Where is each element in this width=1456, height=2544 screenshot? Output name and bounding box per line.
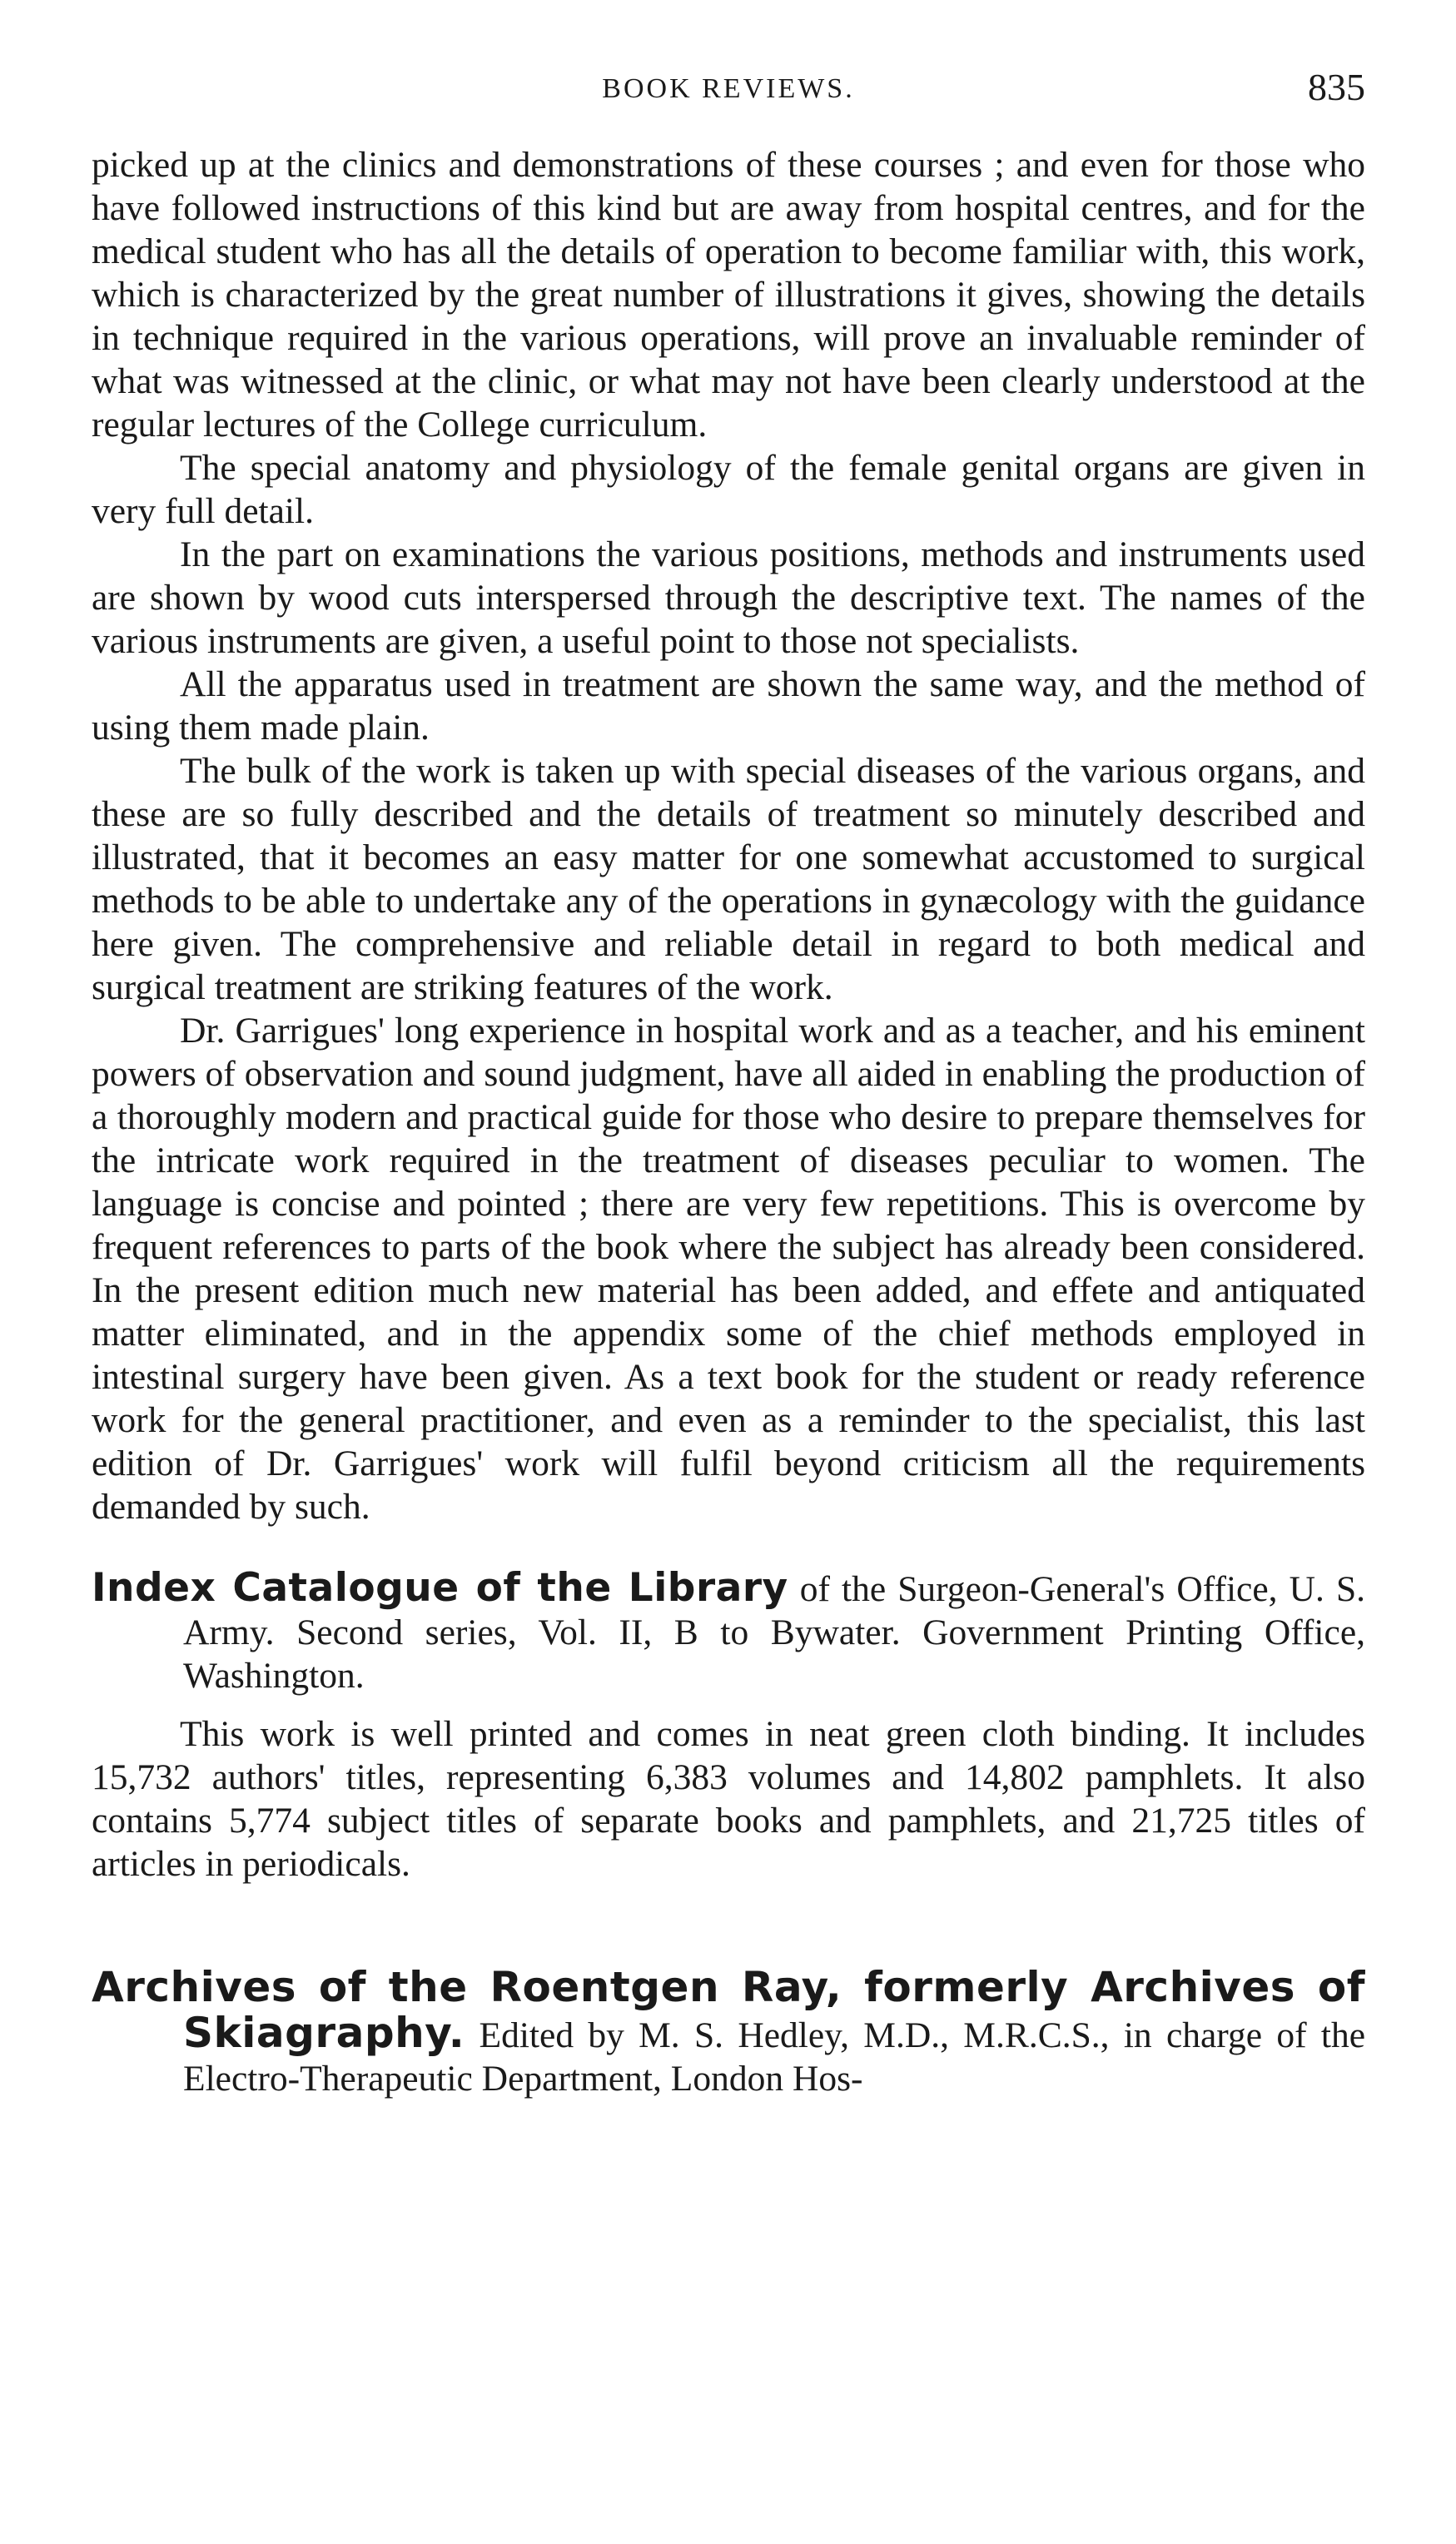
page-number: 835 <box>1308 66 1365 108</box>
paragraph: picked up at the clinics and demonstrations of these courses ; and even for those who have followed instructions of this kind but are away from hospital centres, and for the medical student who has all the details of operation to become familiar with, this work, which is characterized by the great number of illustrations it gives, showing the details in technique required in the various operations, will prove an invaluable reminder of what was witnessed at the clinic, or what may not have been clearly understood at the regular lectures of the College curriculum. <box>92 145 1365 445</box>
paragraph: The special anatomy and physiology of the female genital organs are given in very full detail. <box>92 448 1365 531</box>
review-heading <box>92 1965 1365 2100</box>
paragraph: All the apparatus used in treatment are shown the same way, and the method of using them made plain. <box>92 664 1365 748</box>
paragraph: Dr. Garrigues' long experience in hospital work and as a teacher, and his eminent powers of observation and sound judgment, have all aided in enabling the production of a thoroughly modern and practical guide for those who desire to prepare themselves for the intricate work required in the treatment of diseases peculiar to women. The language is concise and pointed ; there are very few repetitions. This is overcome by frequent references to parts of the book where the subject has already been considered. In the present edition much new material has been added, and effete and antiquated matter eliminated, and in the appendix some of the chief methods employed in intestinal surgery have been given. As a text book for the student or ready reference work for the general practitioner, and even as a reminder to the specialist, this last edition of Dr. Garrigues' work will fulfil beyond criticism all the requirements demanded by such. <box>92 1011 1365 1527</box>
review-heading <box>92 1567 1365 1697</box>
review-body: This work is well printed and comes in neat green cloth binding. It includes 15,732 authors' titles, representing 6,383 volumes and 14,802 pamphlets. It also contains 5,774 subject titles of separate books and pamphlets, and 21,725 titles of articles in periodicals. <box>92 1714 1365 1884</box>
review-continuation <box>92 143 1365 1528</box>
paragraph: The bulk of the work is taken up with special diseases of the various organs, and these are so fully described and the details of treatment so minutely described and illustrated, that it becomes an easy matter for one somewhat accustomed to surgical methods to be able to undertake any of the operations in gynæcology with the guidance here given. The comprehensive and reliable detail in regard to both medical and surgical treatment are striking features of the work. <box>92 751 1365 1007</box>
review-index-catalogue <box>92 1567 1365 1886</box>
review-title: Index Catalogue of the Library <box>92 1565 788 1611</box>
book-page <box>92 58 1365 2522</box>
review-archives-roentgen-ray <box>92 1965 1365 2100</box>
page-header <box>92 58 1365 125</box>
paragraph: In the part on examinations the various positions, methods and instruments used are shown by wood cuts interspersed through the descriptive text. The names of the various instruments are given, a useful point to those not specialists. <box>92 534 1365 661</box>
review-title: Archives of the Roentgen Ray, formerly Archives of Skiagraphy. <box>92 1963 1365 2057</box>
running-title: BOOK REVIEWS. <box>602 73 855 104</box>
review-citation: Edited by M. S. Hedley, M.D., M.R.C.S., in charge of the Electro-Therapeutic Department, London Hos- <box>183 2015 1366 2099</box>
review-citation: of the Surgeon-General's Office, U. S. Army. Second series, Vol. II, B to Bywater. Government Printing Office, Washington. <box>183 1569 1366 1696</box>
